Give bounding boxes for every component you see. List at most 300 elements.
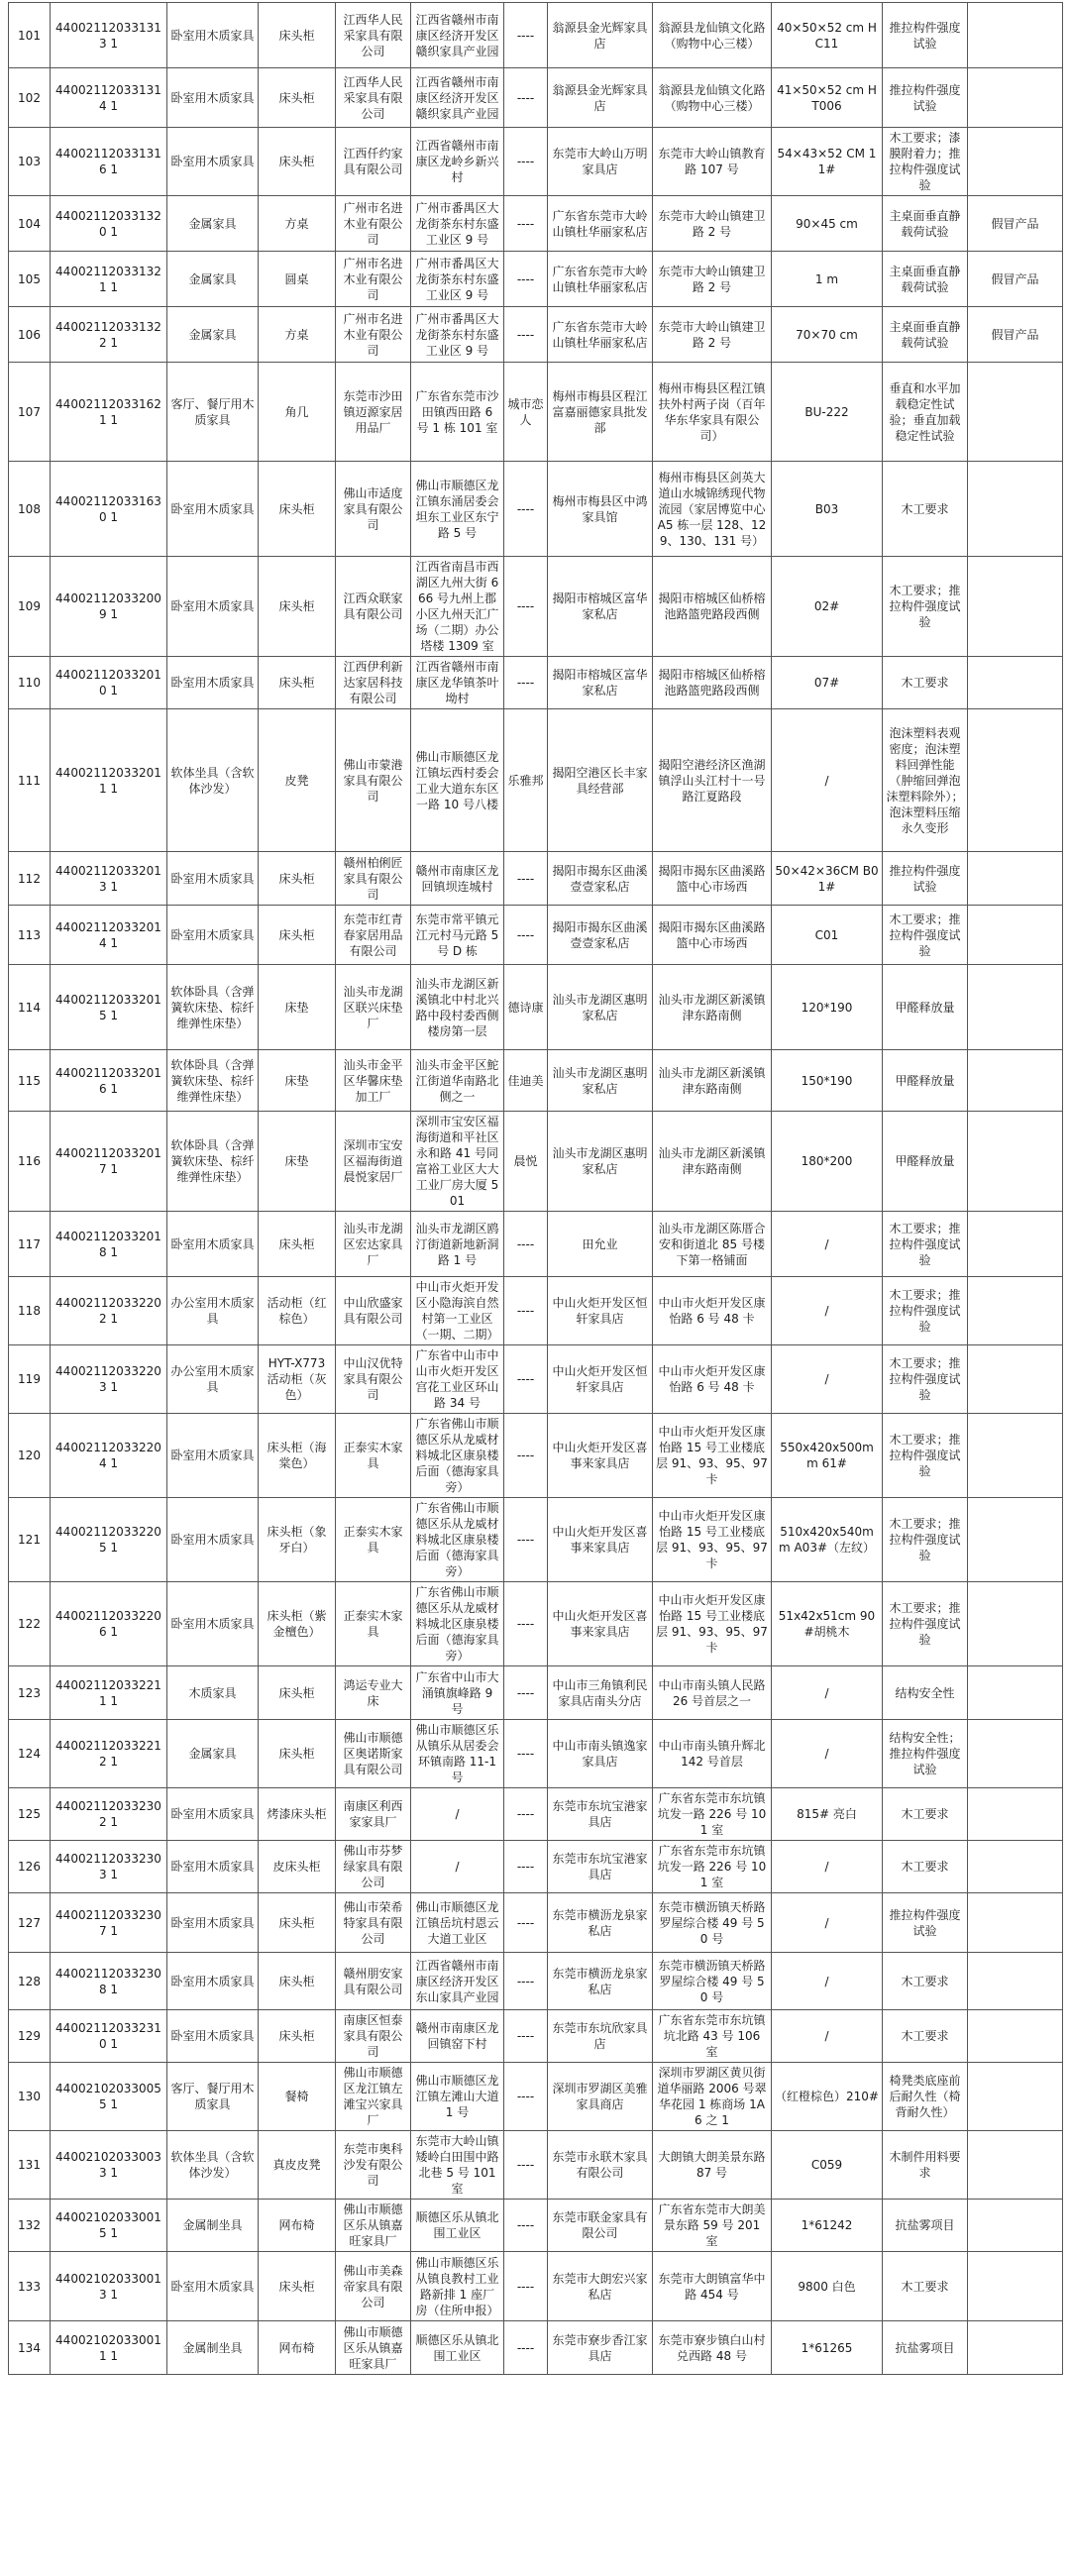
cell-brand: ---- [504, 1414, 548, 1498]
table-row [9, 1953, 1063, 2010]
cell-producer-address: 佛山市顺德区龙江镇左滩山大道 1 号 [411, 2063, 504, 2131]
cell-no: 114 [9, 965, 51, 1050]
cell-sample-code: 440021020330013 1 [51, 2252, 167, 2321]
cell-note [968, 965, 1063, 1050]
cell-producer-address: 广州市番禺区大龙街茶东村东盛工业区 9 号 [411, 307, 504, 363]
cell-seller: 东莞市永联木家具有限公司 [548, 2131, 653, 2200]
cell-seller: 揭阳市榕城区富华家私店 [548, 557, 653, 657]
table-row [9, 1277, 1063, 1345]
cell-producer-address: 江西省南昌市西湖区九州大街 666 号九州上郡小区九州天汇广场（二期）办公塔楼 1309 室 [411, 557, 504, 657]
cell-seller: 汕头市龙湖区惠明家私店 [548, 1050, 653, 1112]
cell-sample-code: 440021120332016 1 [51, 1050, 167, 1112]
cell-note [968, 709, 1063, 852]
cell-brand: ---- [504, 196, 548, 252]
cell-failed-item: 木工要求 [883, 657, 968, 709]
cell-model: / [772, 1720, 883, 1788]
cell-no: 121 [9, 1498, 51, 1582]
cell-brand: ---- [504, 128, 548, 196]
cell-sample-code: 440021120331320 1 [51, 196, 167, 252]
cell-failed-item: 主桌面垂直静载荷试验 [883, 252, 968, 307]
cell-producer: 中山欣盛家具有限公司 [336, 1277, 411, 1345]
cell-no: 132 [9, 2200, 51, 2252]
cell-seller-address: 揭阳市榕城区仙桥榕池路篮兜路段西侧 [653, 557, 772, 657]
cell-brand: ---- [504, 1788, 548, 1841]
cell-category: 卧室用木质家具 [167, 128, 259, 196]
table-row [9, 1788, 1063, 1841]
cell-brand: ---- [504, 2321, 548, 2375]
cell-producer-address: 佛山市顺德区龙江镇岳坑村恩云大道工业区 [411, 1893, 504, 1953]
cell-failed-item: 甲醛释放量 [883, 965, 968, 1050]
cell-sample-code: 440021120332308 1 [51, 1953, 167, 2010]
cell-failed-item: 木制件用料要求 [883, 2131, 968, 2200]
cell-no: 117 [9, 1212, 51, 1277]
cell-note [968, 1050, 1063, 1112]
cell-sample-code: 440021120332013 1 [51, 852, 167, 906]
table-row [9, 557, 1063, 657]
table-row [9, 1212, 1063, 1277]
cell-seller-address: 中山市火炬开发区康怡路 15 号工业楼底层 91、93、95、97 卡 [653, 1498, 772, 1582]
cell-note [968, 3, 1063, 68]
cell-producer-address: 汕头市金平区鮀江街道华南路北侧之一 [411, 1050, 504, 1112]
cell-seller-address: 中山市火炬开发区康怡路 15 号工业楼底层 91、93、95、97 卡 [653, 1414, 772, 1498]
cell-seller-address: 揭阳市揭东区曲溪路篮中心市场西 [653, 852, 772, 906]
cell-category: 卧室用木质家具 [167, 657, 259, 709]
cell-seller: 揭阳市揭东区曲溪壹壹家私店 [548, 852, 653, 906]
cell-model: 41×50×52 cm HT006 [772, 68, 883, 128]
table-row [9, 852, 1063, 906]
cell-producer: 江西众联家具有限公司 [336, 557, 411, 657]
cell-product-name: 活动柜（红棕色） [259, 1277, 336, 1345]
cell-no: 122 [9, 1582, 51, 1666]
cell-model: C059 [772, 2131, 883, 2200]
cell-failed-item: 木工要求 [883, 1841, 968, 1893]
cell-seller: 汕头市龙湖区惠明家私店 [548, 1112, 653, 1212]
cell-sample-code: 440021120332303 1 [51, 1841, 167, 1893]
cell-category: 卧室用木质家具 [167, 2010, 259, 2063]
cell-producer: 江西华人民采家具有限公司 [336, 68, 411, 128]
cell-seller: 中山市南头镇逸家家具店 [548, 1720, 653, 1788]
cell-sample-code: 440021120332015 1 [51, 965, 167, 1050]
cell-no: 133 [9, 2252, 51, 2321]
cell-no: 131 [9, 2131, 51, 2200]
cell-sample-code: 440021120332018 1 [51, 1212, 167, 1277]
table-row [9, 1498, 1063, 1582]
cell-product-name: 床头柜 [259, 906, 336, 965]
cell-producer: 江西伊利新达家居科技有限公司 [336, 657, 411, 709]
cell-note [968, 1841, 1063, 1893]
cell-producer: 深圳市宝安区福海街道晨悦家居厂 [336, 1112, 411, 1212]
cell-product-name: 床头柜（象牙白） [259, 1498, 336, 1582]
cell-category: 木质家具 [167, 1666, 259, 1720]
cell-model: 510x420x540mm A03#（左纹） [772, 1498, 883, 1582]
cell-category: 卧室用木质家具 [167, 1841, 259, 1893]
cell-producer: 汕头市金平区华馨床垫加工厂 [336, 1050, 411, 1112]
cell-producer: 广州市名进木业有限公司 [336, 196, 411, 252]
cell-producer-address: 汕头市龙湖区鸥汀街道新地新洞路 1 号 [411, 1212, 504, 1277]
cell-producer-address: 赣州市南康区龙回镇坝连城村 [411, 852, 504, 906]
cell-brand: ---- [504, 1953, 548, 2010]
cell-failed-item: 垂直和水平加载稳定性试验；垂直加载稳定性试验 [883, 363, 968, 462]
cell-brand: 佳迪美 [504, 1050, 548, 1112]
cell-producer: 汕头市龙湖区联兴床垫厂 [336, 965, 411, 1050]
cell-sample-code: 440021120332211 1 [51, 1666, 167, 1720]
cell-no: 102 [9, 68, 51, 128]
cell-product-name: 床垫 [259, 1112, 336, 1212]
cell-producer: 东莞市红青春家居用品有限公司 [336, 906, 411, 965]
cell-product-name: 床头柜 [259, 2252, 336, 2321]
cell-seller-address: 东莞市寮步镇白山村兑西路 48 号 [653, 2321, 772, 2375]
cell-failed-item: 甲醛释放量 [883, 1112, 968, 1212]
cell-producer: 江西仟约家具有限公司 [336, 128, 411, 196]
cell-model: 1*61242 [772, 2200, 883, 2252]
cell-note [968, 657, 1063, 709]
cell-failed-item: 结构安全性；推拉构件强度试验 [883, 1720, 968, 1788]
cell-note [968, 906, 1063, 965]
cell-model: 815# 亮白 [772, 1788, 883, 1841]
cell-failed-item: 抗盐雾项目 [883, 2200, 968, 2252]
cell-seller: 中山火炬开发区恒轩家具店 [548, 1277, 653, 1345]
cell-product-name: 皮床头柜 [259, 1841, 336, 1893]
cell-sample-code: 440021120332011 1 [51, 709, 167, 852]
cell-seller-address: 梅州市梅县区剑英大道山水城锦绣现代物流园（家居博览中心 A5 栋一层 128、129、130、131 号） [653, 462, 772, 557]
cell-brand: ---- [504, 462, 548, 557]
cell-failed-item: 推拉构件强度试验 [883, 1893, 968, 1953]
cell-product-name: 床头柜 [259, 3, 336, 68]
cell-seller: 中山火炬开发区恒轩家具店 [548, 1345, 653, 1414]
cell-note [968, 1277, 1063, 1345]
cell-sample-code: 440021120331621 1 [51, 363, 167, 462]
cell-failed-item: 甲醛释放量 [883, 1050, 968, 1112]
cell-category: 软体坐具（含软体沙发） [167, 709, 259, 852]
cell-failed-item: 推拉构件强度试验 [883, 68, 968, 128]
cell-producer-address: 东莞市大岭山镇矮岭白田围中路北巷 5 号 101 室 [411, 2131, 504, 2200]
cell-model: 90×45 cm [772, 196, 883, 252]
cell-product-name: 网布椅 [259, 2200, 336, 2252]
table-row [9, 1841, 1063, 1893]
cell-seller-address: 广东省东莞市东坑镇坑发一路 226 号 101 室 [653, 1841, 772, 1893]
cell-failed-item: 木工要求；推拉构件强度试验 [883, 1498, 968, 1582]
table-row [9, 1112, 1063, 1212]
cell-producer-address: 广东省佛山市顺德区乐从龙威材料城北区康泉楼后面（德海家具旁） [411, 1498, 504, 1582]
cell-brand: ---- [504, 1498, 548, 1582]
cell-note [968, 2063, 1063, 2131]
table-row [9, 128, 1063, 196]
cell-no: 129 [9, 2010, 51, 2063]
cell-failed-item: 主桌面垂直静载荷试验 [883, 307, 968, 363]
cell-producer-address: 东莞市常平镇元江元村马元路 5 号 D 栋 [411, 906, 504, 965]
cell-no: 130 [9, 2063, 51, 2131]
cell-no: 127 [9, 1893, 51, 1953]
cell-producer: 广州市名进木业有限公司 [336, 307, 411, 363]
cell-no: 123 [9, 1666, 51, 1720]
cell-model: / [772, 1953, 883, 2010]
cell-product-name: 方桌 [259, 196, 336, 252]
cell-category: 办公室用木质家具 [167, 1277, 259, 1345]
cell-model: 9800 白色 [772, 2252, 883, 2321]
cell-seller-address: 中山市火炬开发区康怡路 6 号 48 卡 [653, 1277, 772, 1345]
cell-note: 假冒产品 [968, 196, 1063, 252]
cell-product-name: 床头柜 [259, 1893, 336, 1953]
cell-brand: ---- [504, 657, 548, 709]
cell-producer-address: 江西省赣州市南康区经济开发区赣织家具产业园 [411, 68, 504, 128]
cell-seller: 东莞市东坑宝港家具店 [548, 1841, 653, 1893]
cell-seller-address: 翁源县龙仙镇文化路（购物中心三楼） [653, 3, 772, 68]
cell-failed-item: 泡沫塑料表观密度；泡沫塑料回弹性能（肿缩回弹泡沫塑料除外）；泡沫塑料压缩永久变形 [883, 709, 968, 852]
cell-no: 108 [9, 462, 51, 557]
cell-producer: 佛山市荣希特家具有限公司 [336, 1893, 411, 1953]
cell-sample-code: 440021120332010 1 [51, 657, 167, 709]
cell-sample-code: 440021120332202 1 [51, 1277, 167, 1345]
cell-category: 金属家具 [167, 307, 259, 363]
cell-sample-code: 440021120332310 1 [51, 2010, 167, 2063]
cell-seller-address: 揭阳市榕城区仙桥榕池路篮兜路段西侧 [653, 657, 772, 709]
cell-seller: 汕头市龙湖区惠明家私店 [548, 965, 653, 1050]
cell-category: 软体卧具（含弹簧软床垫、棕纤维弹性床垫） [167, 965, 259, 1050]
table-row [9, 68, 1063, 128]
cell-no: 104 [9, 196, 51, 252]
cell-note [968, 1953, 1063, 2010]
cell-category: 卧室用木质家具 [167, 1788, 259, 1841]
table-row [9, 1414, 1063, 1498]
cell-seller: 中山火炬开发区喜事来家具店 [548, 1498, 653, 1582]
cell-product-name: 方桌 [259, 307, 336, 363]
table-row [9, 1666, 1063, 1720]
cell-category: 客厅、餐厅用木质家具 [167, 2063, 259, 2131]
cell-model: / [772, 1893, 883, 1953]
cell-no: 124 [9, 1720, 51, 1788]
cell-product-name: 床头柜（海棠色） [259, 1414, 336, 1498]
cell-seller-address: 梅州市梅县区程江镇扶外村两子岗（百年华东华家具有限公司） [653, 363, 772, 462]
cell-category: 卧室用木质家具 [167, 557, 259, 657]
cell-producer: 正泰实木家具 [336, 1414, 411, 1498]
cell-failed-item: 木工要求 [883, 2252, 968, 2321]
cell-category: 卧室用木质家具 [167, 1212, 259, 1277]
cell-producer: 赣州朋安家具有限公司 [336, 1953, 411, 2010]
cell-brand: 城市恋人 [504, 363, 548, 462]
cell-note [968, 1582, 1063, 1666]
table-row [9, 2010, 1063, 2063]
cell-seller-address: 中山市火炬开发区康怡路 6 号 48 卡 [653, 1345, 772, 1414]
cell-brand: ---- [504, 1841, 548, 1893]
cell-note [968, 1345, 1063, 1414]
cell-seller-address: 广东省东莞市大朗美景东路 59 号 201 室 [653, 2200, 772, 2252]
cell-product-name: 床垫 [259, 1050, 336, 1112]
table-row [9, 709, 1063, 852]
cell-product-name: 床垫 [259, 965, 336, 1050]
cell-failed-item: 木工要求；推拉构件强度试验 [883, 1582, 968, 1666]
cell-seller: 深圳市罗湖区美雅家具商店 [548, 2063, 653, 2131]
cell-failed-item: 木工要求；推拉构件强度试验 [883, 1212, 968, 1277]
cell-product-name: 圆桌 [259, 252, 336, 307]
cell-model: / [772, 1345, 883, 1414]
cell-note [968, 1112, 1063, 1212]
cell-category: 卧室用木质家具 [167, 1414, 259, 1498]
cell-note [968, 462, 1063, 557]
cell-model: / [772, 1666, 883, 1720]
cell-model: 1*61265 [772, 2321, 883, 2375]
cell-seller-address: 东莞市大岭山镇建卫路 2 号 [653, 307, 772, 363]
cell-failed-item: 木工要求 [883, 1788, 968, 1841]
cell-seller: 东莞市大朗宏兴家私店 [548, 2252, 653, 2321]
cell-failed-item: 木工要求；推拉构件强度试验 [883, 1345, 968, 1414]
cell-producer-address: 江西省赣州市南康区龙岭乡新兴村 [411, 128, 504, 196]
cell-category: 办公室用木质家具 [167, 1345, 259, 1414]
cell-brand: ---- [504, 1212, 548, 1277]
table-row [9, 1720, 1063, 1788]
table-row [9, 1050, 1063, 1112]
cell-producer: 中山汉优特家具有限公司 [336, 1345, 411, 1414]
cell-producer-address: 江西省赣州市南康区龙华镇茶叶坳村 [411, 657, 504, 709]
cell-model: / [772, 1841, 883, 1893]
cell-producer: 佛山市顺德区乐从镇嘉旺家具厂 [336, 2200, 411, 2252]
cell-producer-address: 汕头市龙湖区新溪镇北中村北兴路中段村委西侧楼房第一层 [411, 965, 504, 1050]
cell-category: 卧室用木质家具 [167, 906, 259, 965]
cell-category: 软体卧具（含弹簧软床垫、棕纤维弹性床垫） [167, 1050, 259, 1112]
cell-brand: ---- [504, 1893, 548, 1953]
cell-note [968, 2252, 1063, 2321]
cell-failed-item: 木工要求；漆膜附着力；推拉构件强度试验 [883, 128, 968, 196]
cell-model: 40×50×52 cm HC11 [772, 3, 883, 68]
cell-seller: 东莞市大岭山万明家具店 [548, 128, 653, 196]
cell-sample-code: 440021020330011 1 [51, 2321, 167, 2375]
cell-failed-item: 推拉构件强度试验 [883, 852, 968, 906]
cell-note [968, 68, 1063, 128]
cell-category: 金属家具 [167, 252, 259, 307]
cell-sample-code: 440021120332203 1 [51, 1345, 167, 1414]
cell-model: 150*190 [772, 1050, 883, 1112]
cell-product-name: 床头柜 [259, 1953, 336, 2010]
cell-seller-address: 汕头市龙湖区新溪镇津东路南侧 [653, 1050, 772, 1112]
cell-seller: 揭阳市揭东区曲溪壹壹家私店 [548, 906, 653, 965]
cell-seller-address: 汕头市龙湖区新溪镇津东路南侧 [653, 1112, 772, 1212]
cell-sample-code: 440021120332204 1 [51, 1414, 167, 1498]
table-body [9, 3, 1063, 2375]
cell-producer-address: 广东省佛山市顺德区乐从龙威材料城北区康泉楼后面（德海家具旁） [411, 1582, 504, 1666]
cell-seller: 中山火炬开发区喜事来家具店 [548, 1414, 653, 1498]
cell-producer-address: 广东省佛山市顺德区乐从龙威材料城北区康泉楼后面（德海家具旁） [411, 1414, 504, 1498]
cell-failed-item: 木工要求；推拉构件强度试验 [883, 906, 968, 965]
cell-failed-item: 木工要求；推拉构件强度试验 [883, 1414, 968, 1498]
cell-brand: ---- [504, 1582, 548, 1666]
cell-note [968, 1212, 1063, 1277]
cell-note [968, 1788, 1063, 1841]
table-row [9, 196, 1063, 252]
cell-product-name: 床头柜（紫金檀色） [259, 1582, 336, 1666]
cell-no: 128 [9, 1953, 51, 2010]
cell-no: 115 [9, 1050, 51, 1112]
cell-model: 1 m [772, 252, 883, 307]
cell-brand: 乐雅邦 [504, 709, 548, 852]
cell-sample-code: 440021120331630 1 [51, 462, 167, 557]
cell-sample-code: 440021120332009 1 [51, 557, 167, 657]
cell-seller: 东莞市东坑宝港家具店 [548, 1788, 653, 1841]
cell-seller: 东莞市联金家具有限公司 [548, 2200, 653, 2252]
cell-category: 卧室用木质家具 [167, 1953, 259, 2010]
cell-seller: 中山市三角镇利民家具店南头分店 [548, 1666, 653, 1720]
cell-failed-item: 木工要求 [883, 462, 968, 557]
cell-sample-code: 440021120332212 1 [51, 1720, 167, 1788]
table-row [9, 965, 1063, 1050]
results-table [8, 2, 1063, 2375]
cell-category: 卧室用木质家具 [167, 68, 259, 128]
cell-model: 70×70 cm [772, 307, 883, 363]
cell-product-name: 床头柜 [259, 1720, 336, 1788]
cell-product-name: 网布椅 [259, 2321, 336, 2375]
cell-producer: 佛山市美森帝家具有限公司 [336, 2252, 411, 2321]
cell-seller: 梅州市梅县区程江富嘉丽德家具批发部 [548, 363, 653, 462]
cell-no: 106 [9, 307, 51, 363]
cell-category: 金属制坐具 [167, 2200, 259, 2252]
cell-category: 卧室用木质家具 [167, 3, 259, 68]
cell-seller: 翁源县金光辉家具店 [548, 68, 653, 128]
cell-brand: ---- [504, 1666, 548, 1720]
cell-seller-address: 汕头市龙湖区新溪镇津东路南侧 [653, 965, 772, 1050]
cell-sample-code: 440021120331314 1 [51, 68, 167, 128]
cell-note [968, 2200, 1063, 2252]
cell-seller-address: 东莞市大岭山镇建卫路 2 号 [653, 252, 772, 307]
cell-note: 假冒产品 [968, 252, 1063, 307]
cell-producer-address: 佛山市顺德区乐从镇良教村工业路新排 1 座厂房（住所申报） [411, 2252, 504, 2321]
cell-producer: 佛山市芬梦绿家具有限公司 [336, 1841, 411, 1893]
cell-no: 119 [9, 1345, 51, 1414]
cell-seller-address: 广东省东莞市东坑镇坑北路 43 号 106 室 [653, 2010, 772, 2063]
cell-model: / [772, 1212, 883, 1277]
cell-producer-address: 广东省中山市中山市火炬开发区宫花工业区环山路 34 号 [411, 1345, 504, 1414]
cell-failed-item: 木工要求；推拉构件强度试验 [883, 1277, 968, 1345]
cell-category: 卧室用木质家具 [167, 2252, 259, 2321]
cell-model: / [772, 2010, 883, 2063]
cell-producer: 东莞市奥科沙发有限公司 [336, 2131, 411, 2200]
cell-producer: 赣州柏俐匠家具有限公司 [336, 852, 411, 906]
cell-brand: ---- [504, 1277, 548, 1345]
cell-producer-address: 顺德区乐从镇北围工业区 [411, 2200, 504, 2252]
cell-note: 假冒产品 [968, 307, 1063, 363]
cell-category: 软体坐具（含软体沙发） [167, 2131, 259, 2200]
cell-sample-code: 440021020330055 1 [51, 2063, 167, 2131]
cell-product-name: 烤漆床头柜 [259, 1788, 336, 1841]
cell-brand: ---- [504, 68, 548, 128]
cell-product-name: 床头柜 [259, 462, 336, 557]
results-table-container [8, 2, 1062, 2375]
cell-seller-address: 东莞市大岭山镇教育路 107 号 [653, 128, 772, 196]
cell-brand: ---- [504, 2252, 548, 2321]
cell-no: 105 [9, 252, 51, 307]
cell-seller: 广东省东莞市大岭山镇杜华丽家私店 [548, 307, 653, 363]
table-row [9, 3, 1063, 68]
cell-product-name: 床头柜 [259, 1666, 336, 1720]
cell-seller-address: 汕头市龙湖区陈厝合安和街道北 85 号楼下第一格铺面 [653, 1212, 772, 1277]
cell-producer: 佛山市顺德区奥诺斯家具有限公司 [336, 1720, 411, 1788]
cell-model: C01 [772, 906, 883, 965]
cell-producer: 广州市名进木业有限公司 [336, 252, 411, 307]
cell-producer: 正泰实木家具 [336, 1498, 411, 1582]
cell-producer-address: 广州市番禺区大龙街茶东村东盛工业区 9 号 [411, 252, 504, 307]
table-row [9, 1893, 1063, 1953]
cell-producer: 南康区利西家家具厂 [336, 1788, 411, 1841]
cell-sample-code: 440021120332206 1 [51, 1582, 167, 1666]
cell-seller-address: 中山市南头镇升辉北 142 号首层 [653, 1720, 772, 1788]
cell-product-name: 床头柜 [259, 852, 336, 906]
cell-model: 120*190 [772, 965, 883, 1050]
cell-seller: 翁源县金光辉家具店 [548, 3, 653, 68]
cell-sample-code: 440021120332017 1 [51, 1112, 167, 1212]
cell-no: 111 [9, 709, 51, 852]
cell-note [968, 1893, 1063, 1953]
cell-producer-address: 广东省东莞市沙田镇西田路 6 号 1 栋 101 室 [411, 363, 504, 462]
cell-producer: 江西华人民采家具有限公司 [336, 3, 411, 68]
cell-category: 卧室用木质家具 [167, 462, 259, 557]
cell-producer-address: 深圳市宝安区福海街道和平社区永和路 41 号同富裕工业区大大工业厂房大厦 501 [411, 1112, 504, 1212]
